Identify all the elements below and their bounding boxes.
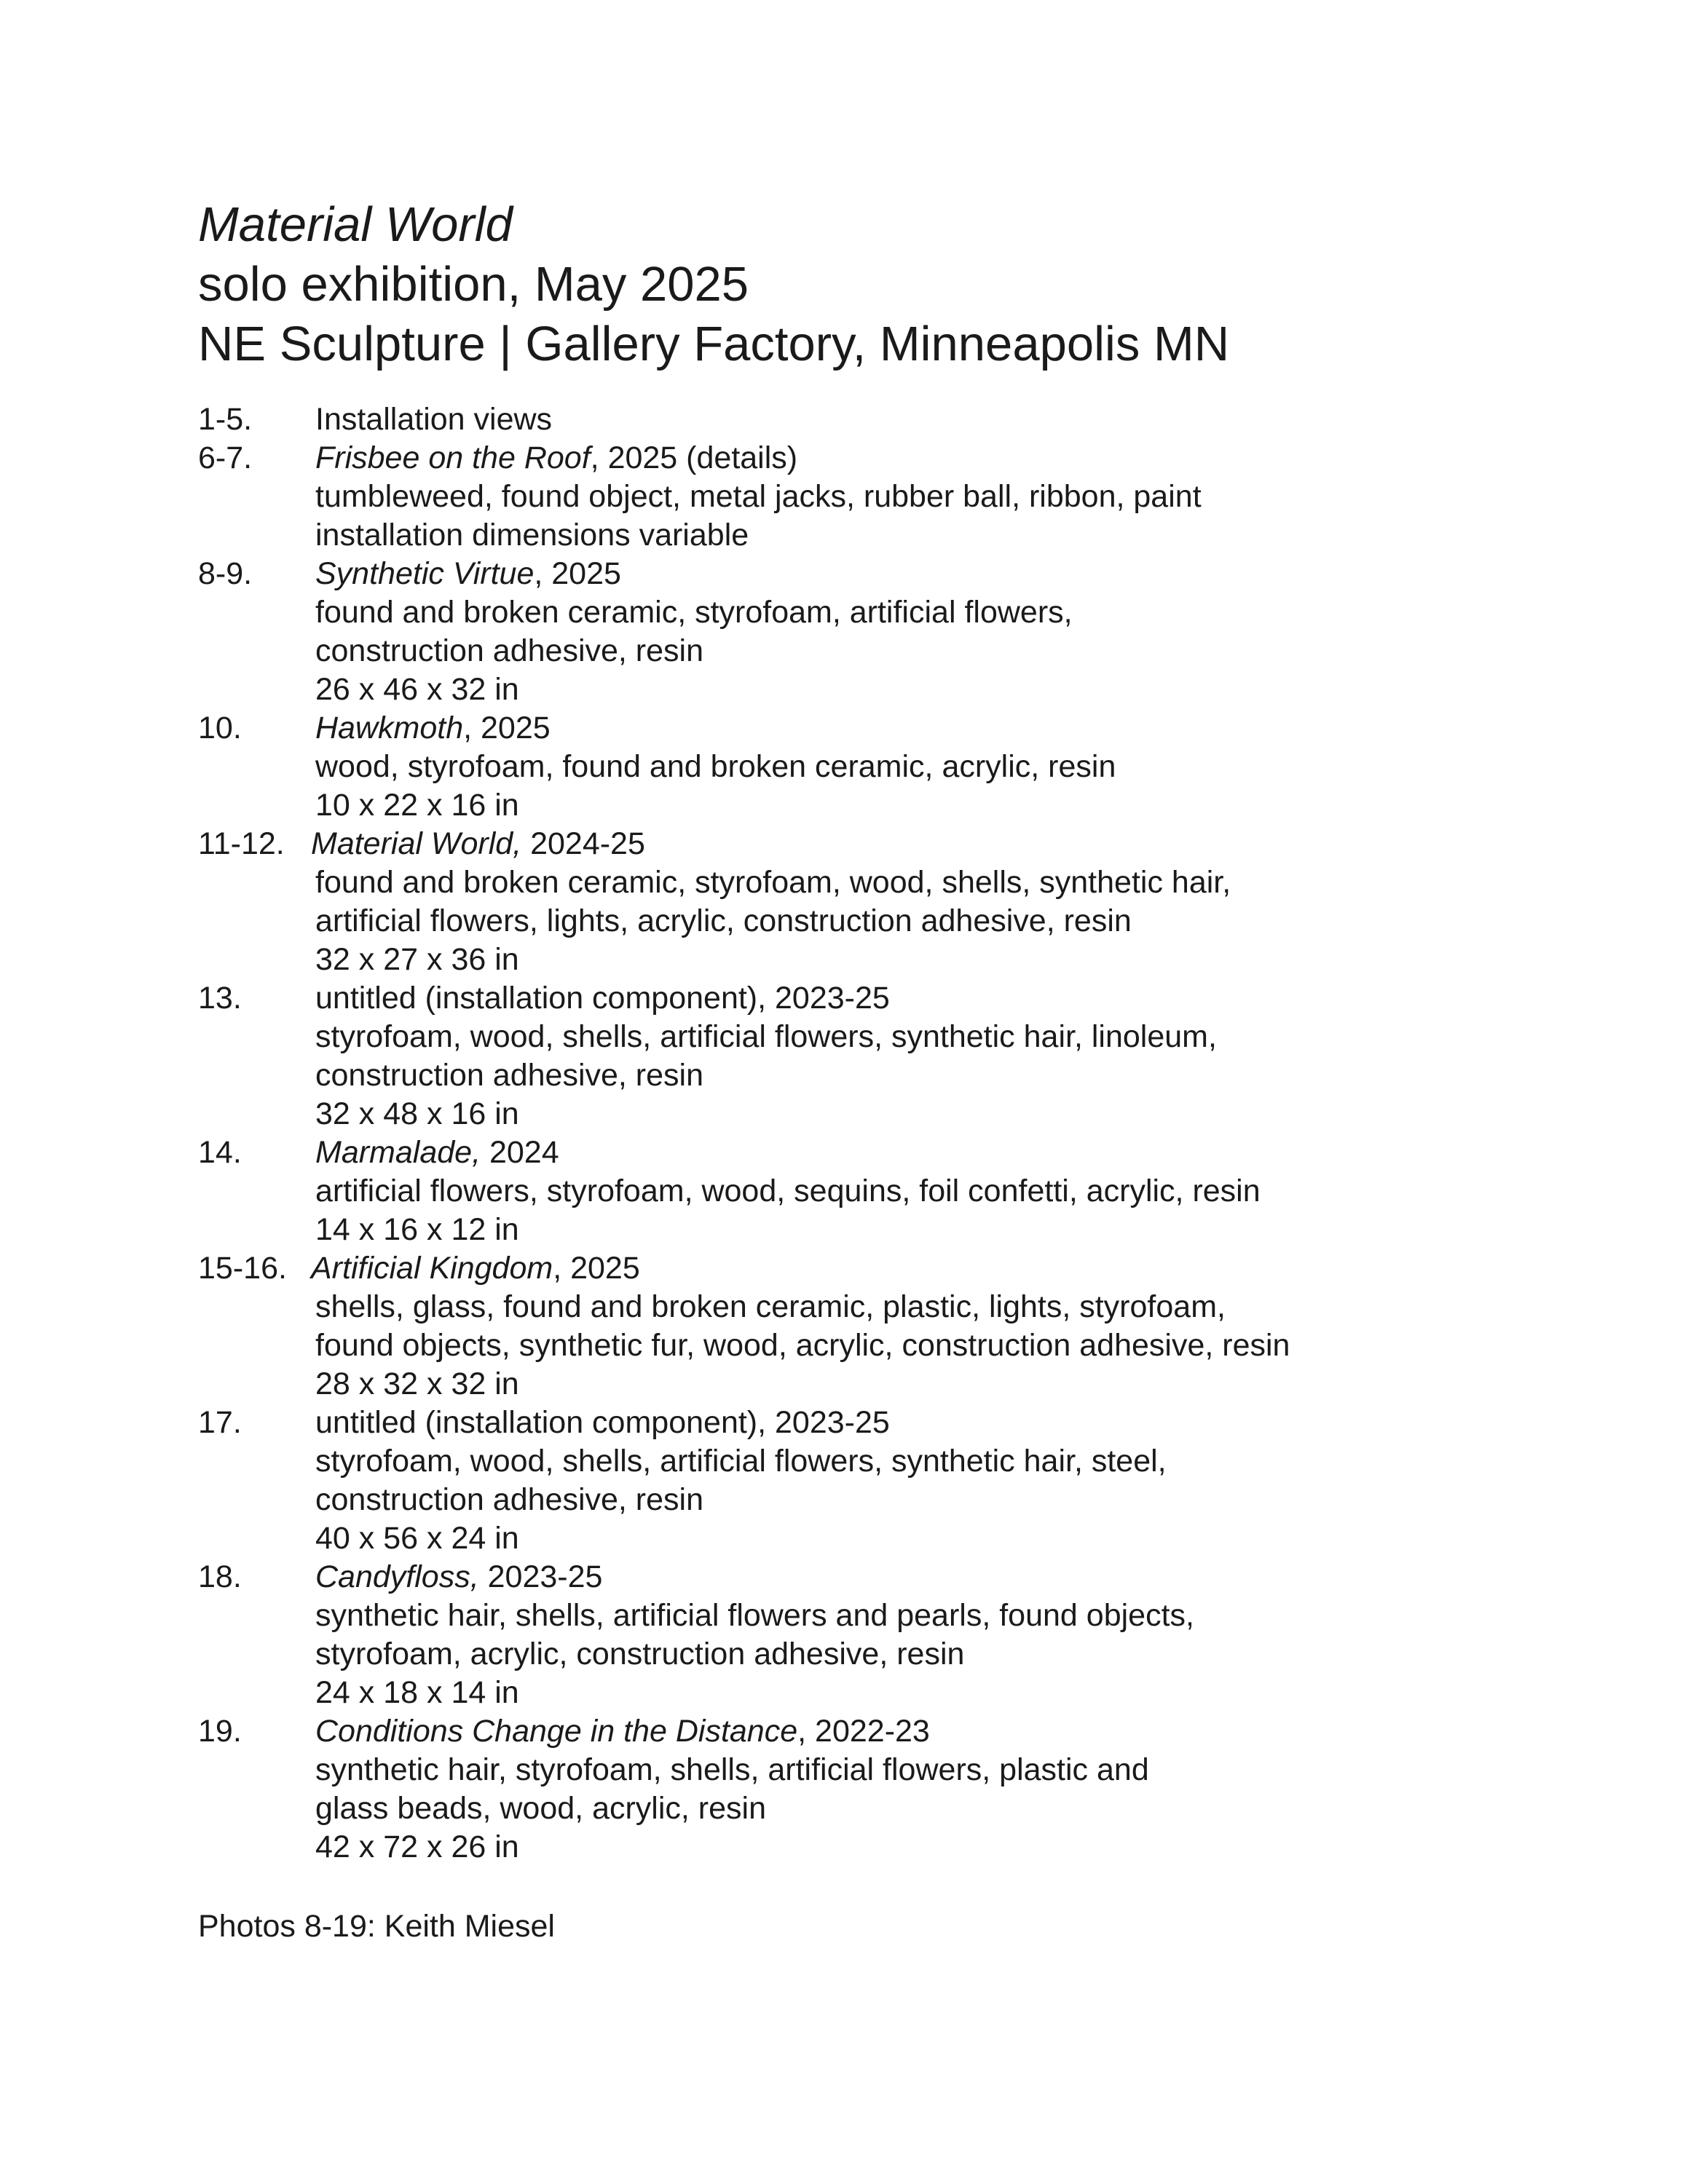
entry-heading xyxy=(315,555,1582,593)
checklist-entry xyxy=(198,1558,1582,1712)
checklist-entry xyxy=(198,1133,1582,1249)
work-date: , 2025 (details) xyxy=(590,440,798,475)
entry-detail-line: 28 x 32 x 32 in xyxy=(315,1366,519,1401)
work-date: , 2025 xyxy=(553,1251,640,1286)
entry-detail-line: 10 x 22 x 16 in xyxy=(315,788,519,823)
work-title: Material World, xyxy=(311,826,522,861)
entry-detail-line: 32 x 48 x 16 in xyxy=(315,1096,519,1131)
entry-heading xyxy=(311,1249,1582,1288)
entry-detail-line: 26 x 46 x 32 in xyxy=(315,672,519,707)
entry-detail-line: synthetic hair, shells, artificial flowers and pearls, found objects, xyxy=(315,1598,1194,1633)
entry-detail-line: 42 x 72 x 26 in xyxy=(315,1829,519,1864)
entry-detail-line: 32 x 27 x 36 in xyxy=(315,942,519,977)
entry-detail-line: tumbleweed, found object, metal jacks, rubber ball, ribbon, paint xyxy=(315,479,1202,514)
entry-number: 6-7. xyxy=(198,440,253,475)
work-title: Candyfloss, xyxy=(315,1559,479,1594)
entry-heading xyxy=(315,1404,1582,1442)
exhibition-title: Material World xyxy=(198,197,513,252)
entry-heading xyxy=(315,1558,1582,1597)
entry-detail-line: construction adhesive, resin xyxy=(315,633,704,668)
work-title: Hawkmoth xyxy=(315,711,464,745)
entry-detail-line: artificial flowers, lights, acrylic, construction adhesive, resin xyxy=(315,903,1132,938)
work-date: untitled (installation component), 2023-25 xyxy=(315,1405,890,1440)
entry-detail-line: wood, styrofoam, found and broken ceramic, acrylic, resin xyxy=(315,749,1116,784)
entry-number: 11-12. xyxy=(198,826,285,861)
checklist xyxy=(198,400,1582,1867)
entry-detail-line: styrofoam, wood, shells, artificial flowers, synthetic hair, linoleum, xyxy=(315,1019,1217,1054)
entry-heading xyxy=(315,1712,1582,1751)
entry-detail-line: 40 x 56 x 24 in xyxy=(315,1521,519,1556)
checklist-entry xyxy=(198,825,1582,979)
work-title: Artificial Kingdom xyxy=(311,1251,553,1286)
work-title: Synthetic Virtue xyxy=(315,556,535,591)
checklist-entry xyxy=(198,709,1582,825)
work-title: Conditions Change in the Distance xyxy=(315,1714,798,1749)
entry-number: 19. xyxy=(198,1714,242,1749)
entry-heading xyxy=(315,439,1582,478)
entry-number: 17. xyxy=(198,1405,242,1440)
checklist-entry xyxy=(198,979,1582,1133)
work-date: 2024-25 xyxy=(521,826,645,861)
entry-number: 18. xyxy=(198,1559,242,1594)
entry-detail-line: construction adhesive, resin xyxy=(315,1058,704,1093)
entry-number: 10. xyxy=(198,711,242,745)
work-date: , 2025 xyxy=(534,556,621,591)
exhibition-subtitle: solo exhibition, May 2025 xyxy=(198,257,749,312)
entry-detail-line: styrofoam, wood, shells, artificial flowers, synthetic hair, steel, xyxy=(315,1444,1167,1479)
work-date: , 2022-23 xyxy=(797,1714,930,1749)
entry-heading xyxy=(315,400,1582,439)
checklist-entry xyxy=(198,439,1582,555)
entry-detail-line: styrofoam, acrylic, construction adhesive, resin xyxy=(315,1637,965,1671)
checklist-entry xyxy=(198,555,1582,709)
entry-detail-line: 14 x 16 x 12 in xyxy=(315,1212,519,1247)
checklist-entry xyxy=(198,1712,1582,1867)
entry-detail-line: shells, glass, found and broken ceramic, plastic, lights, styrofoam, xyxy=(315,1289,1226,1324)
work-title: Marmalade, xyxy=(315,1135,481,1170)
document-page xyxy=(198,195,1582,1946)
entry-detail-line: found and broken ceramic, styrofoam, artificial flowers, xyxy=(315,595,1073,630)
entry-detail-line: found objects, synthetic fur, wood, acrylic, construction adhesive, resin xyxy=(315,1328,1290,1363)
work-date: untitled (installation component), 2023-25 xyxy=(315,981,890,1016)
entry-detail-line: synthetic hair, styrofoam, shells, artificial flowers, plastic and xyxy=(315,1752,1149,1787)
entry-detail-line: installation dimensions variable xyxy=(315,518,749,553)
work-date: 2024 xyxy=(481,1135,559,1170)
entry-detail-line: construction adhesive, resin xyxy=(315,1482,704,1517)
checklist-entry xyxy=(198,1249,1582,1404)
entry-heading xyxy=(315,1133,1582,1172)
entry-detail-line: artificial flowers, styrofoam, wood, sequins, foil confetti, acrylic, resin xyxy=(315,1174,1261,1208)
checklist-entry xyxy=(198,400,1582,439)
entry-heading xyxy=(311,825,1582,863)
entry-heading xyxy=(315,979,1582,1018)
exhibition-header xyxy=(198,195,1582,374)
entry-heading xyxy=(315,709,1582,748)
entry-detail-line: glass beads, wood, acrylic, resin xyxy=(315,1791,767,1826)
checklist-entry xyxy=(198,1404,1582,1558)
work-date: Installation views xyxy=(315,402,553,437)
exhibition-venue: NE Sculpture | Gallery Factory, Minneapolis MN xyxy=(198,317,1230,371)
entry-number: 14. xyxy=(198,1135,242,1170)
entry-number: 15-16. xyxy=(198,1251,287,1286)
entry-detail-line: found and broken ceramic, styrofoam, wood, shells, synthetic hair, xyxy=(315,865,1231,900)
entry-number: 13. xyxy=(198,981,242,1016)
work-title: Frisbee on the Roof xyxy=(315,440,591,475)
entry-detail-line: 24 x 18 x 14 in xyxy=(315,1675,519,1710)
work-date: 2023-25 xyxy=(478,1559,603,1594)
work-date: , 2025 xyxy=(463,711,551,745)
entry-number: 1-5. xyxy=(198,402,253,437)
photo-credit: Photos 8-19: Keith Miesel xyxy=(198,1909,555,1944)
entry-number: 8-9. xyxy=(198,556,253,591)
